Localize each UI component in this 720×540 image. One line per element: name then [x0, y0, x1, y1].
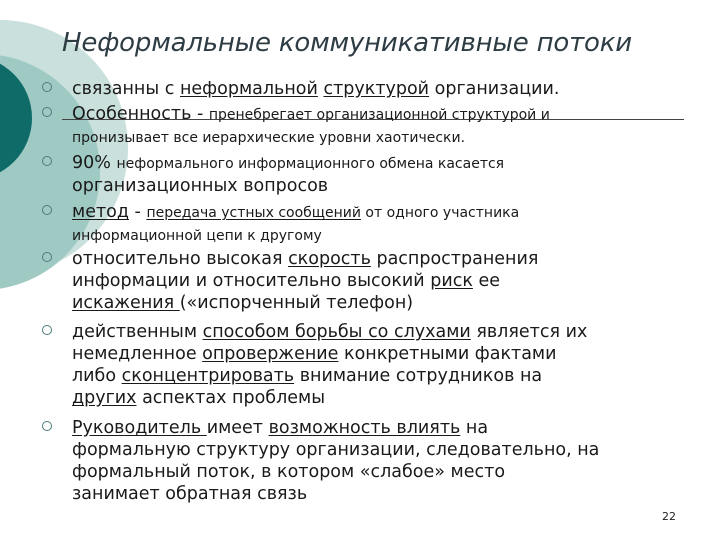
list-item: 90% неформального информационного обмена касается организационных вопросов [72, 152, 702, 197]
list-item: связанны с неформальной структурой организации. [72, 78, 702, 100]
slide-title: Неформальные коммуникативные потоки [62, 28, 632, 58]
bullet-icon [42, 252, 52, 262]
page-number: 22 [662, 510, 676, 523]
list-item: метод - передача устных сообщений от одного участника информационной цепи к другому [72, 201, 702, 247]
bullet-icon [42, 325, 52, 335]
list-item: Особенность - пренебрегает организационной структурой и пронизывает все иерархические уровни хаотически. [72, 103, 702, 149]
list-item: относительно высокая скорость распространения информации и относительно высокий риск ее искажения («испорченный телефон) [72, 248, 702, 314]
bullet-icon [42, 421, 52, 431]
bullet-icon [42, 107, 52, 117]
bullet-icon [42, 156, 52, 166]
list-item: Руководитель имеет возможность влиять на формальную структуру организации, следовательно, на формальный поток, в котором «слабое» место занимает обратная связь [72, 417, 702, 505]
bullet-icon [42, 205, 52, 215]
list-item: действенным способом борьбы со слухами является их немедленное опровержение конкретными фактами либо сконцентрировать внимание сотрудников на других аспектах проблемы [72, 321, 702, 409]
bullet-icon [42, 82, 52, 92]
